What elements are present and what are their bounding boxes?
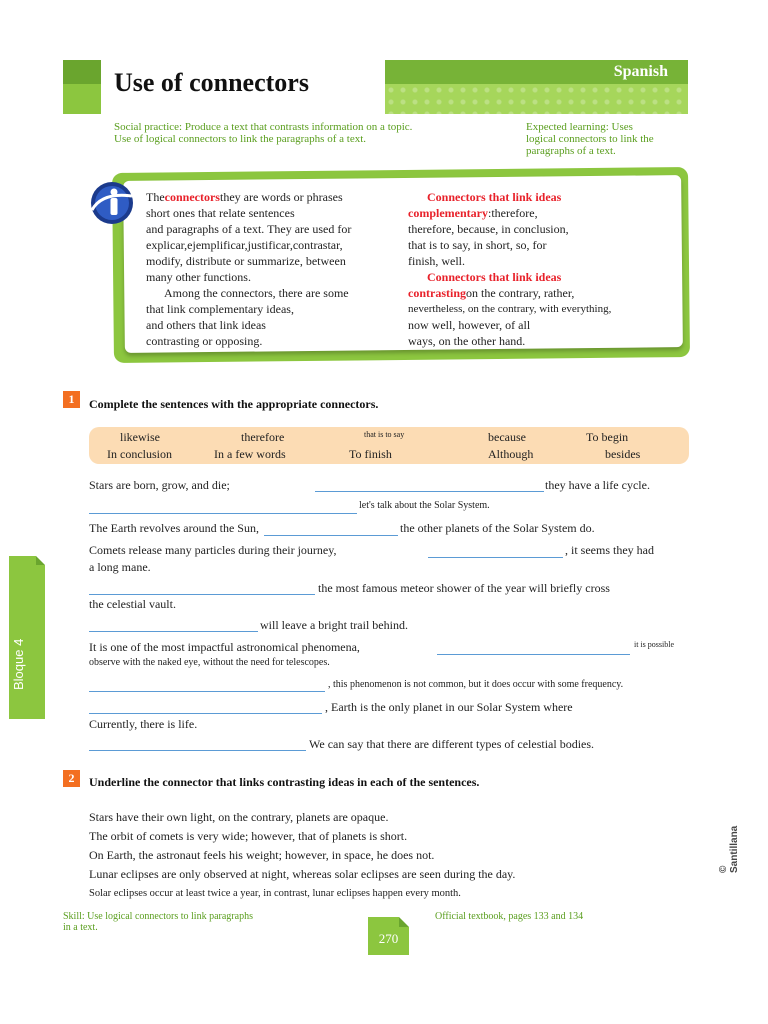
- word-bank-item: To begin: [586, 430, 629, 444]
- info-text: and others that link ideas: [146, 318, 266, 332]
- sentence-text: Stars are born, grow, and die;: [89, 478, 230, 492]
- sentence-text: they have a life cycle.: [545, 478, 650, 492]
- footer-skill-line: in a text.: [63, 922, 98, 933]
- page-number: 270: [378, 931, 399, 946]
- contrast-sentence[interactable]: On Earth, the astronaut feels his weight; however, in space, he does not.: [89, 848, 435, 862]
- sentence-text: the celestial vault.: [89, 597, 176, 611]
- sentence-text: , Earth is the only planet in our Solar System where: [325, 700, 573, 714]
- info-text: short ones that relate sentences: [146, 206, 295, 220]
- sentence-text: Comets release many particles during their journey,: [89, 543, 337, 557]
- social-practice-line: Use of logical connectors to link the paragraphs of a text.: [114, 133, 367, 145]
- exercise-instruction: Complete the sentences with the appropriate connectors.: [89, 397, 379, 411]
- header-subject-block: [385, 60, 688, 114]
- contrast-sentence[interactable]: Solar eclipses occur at least twice a year, in contrast, lunar eclipses happen every month.: [89, 888, 461, 899]
- answer-blank[interactable]: [315, 491, 544, 492]
- info-icon: [88, 180, 136, 226]
- info-text: nevertheless, on the contrary, with everything,: [408, 303, 612, 315]
- info-text: :therefore,: [487, 206, 538, 220]
- social-practice-line: Social practice: Produce a text that contrasts information on a topic.: [114, 121, 413, 133]
- info-text: finish, well.: [408, 254, 465, 268]
- sentence-text: We can say that there are different types of celestial bodies.: [309, 737, 595, 751]
- info-text: that link complementary ideas,: [146, 302, 294, 316]
- info-text: explicar,ejemplificar,justificar,contrastar,: [146, 238, 343, 252]
- exercise-number-badge: 1: [63, 391, 80, 408]
- sentence-text: will leave a bright trail behind.: [260, 618, 408, 632]
- sentence-text: the most famous meteor shower of the year will briefly cross: [318, 581, 610, 595]
- footer-skill: [63, 911, 253, 933]
- word-bank-item: besides: [605, 447, 641, 461]
- contrasting-heading: contrasting: [408, 286, 466, 300]
- info-text: on the contrary, rather,: [466, 286, 575, 300]
- info-text: Among the connectors, there are some: [164, 286, 349, 300]
- sentence-text: observe with the naked eye, without the need for telescopes.: [89, 657, 330, 668]
- info-text: ways, on the other hand.: [408, 334, 526, 348]
- info-text: The: [146, 190, 165, 204]
- info-text: and paragraphs of a text. They are used for: [146, 222, 352, 236]
- info-text: therefore, because, in conclusion,: [408, 222, 569, 236]
- expected-learning-line: Expected learning: Uses: [526, 121, 633, 133]
- word-bank-item: therefore: [241, 430, 285, 444]
- answer-blank[interactable]: [89, 631, 258, 632]
- footer-textbook: Official textbook, pages 133 and 134: [435, 911, 584, 922]
- exercise-number-badge: 2: [63, 770, 80, 787]
- answer-blank[interactable]: [89, 750, 306, 751]
- sentence-text: it is possible: [634, 640, 675, 649]
- word-bank-item: because: [488, 430, 526, 444]
- contrasting-heading: Connectors that link ideas: [427, 270, 562, 284]
- answer-blank[interactable]: [428, 557, 563, 558]
- complementary-heading: complementary: [408, 206, 488, 220]
- header-left-block: [63, 60, 101, 114]
- word-bank-item: Although: [488, 447, 534, 461]
- expected-learning-line: paragraphs of a text.: [526, 145, 616, 157]
- info-text: that is to say, in short, so, for: [408, 238, 547, 252]
- footer-skill-line: Skill: Use logical connectors to link paragraphs: [63, 911, 253, 922]
- exercise-instruction: Underline the connector that links contrasting ideas in each of the sentences.: [89, 775, 480, 789]
- copyright-notice: © Santillana: [718, 825, 740, 873]
- expected-learning-line: logical connectors to link the: [526, 133, 654, 145]
- answer-blank[interactable]: [89, 594, 315, 595]
- word-bank-item: In conclusion: [107, 447, 172, 461]
- info-text: modify, distribute or summarize, between: [146, 254, 346, 268]
- answer-blank[interactable]: [437, 654, 630, 655]
- info-right-column: [408, 189, 611, 349]
- answer-blank[interactable]: [89, 691, 325, 692]
- contrast-sentence[interactable]: The orbit of comets is very wide; however, that of planets is short.: [89, 829, 408, 843]
- block-side-tab: [9, 556, 45, 719]
- sentence-text: the other planets of the Solar System do.: [400, 521, 595, 535]
- sentence-text: The Earth revolves around the Sun,: [89, 521, 259, 535]
- subject-label: Spanish: [613, 63, 668, 80]
- connectors-highlight: connectors: [164, 190, 220, 204]
- info-left-column: [146, 189, 351, 349]
- word-bank-item: In a few words: [214, 447, 286, 461]
- sentence-text: let's talk about the Solar System.: [359, 500, 490, 511]
- contrast-sentence[interactable]: Lunar eclipses are only observed at night, whereas solar eclipses are seen during the day.: [89, 867, 516, 881]
- page-title: Use of connectors: [114, 68, 309, 97]
- info-text: they are words or phrases: [219, 190, 343, 204]
- sentence-text: , this phenomenon is not common, but it does occur with some frequency.: [328, 679, 624, 690]
- sentence-text: a long mane.: [89, 560, 151, 574]
- info-text: now well, however, of all: [408, 318, 531, 332]
- page-number-box: [368, 917, 409, 955]
- complementary-heading: Connectors that link ideas: [427, 190, 562, 204]
- info-text: contrasting or opposing.: [146, 334, 263, 348]
- word-bank-item: that is to say: [364, 430, 405, 439]
- sentence-text: It is one of the most impactful astronomical phenomena,: [89, 640, 360, 654]
- social-practice: [114, 121, 412, 145]
- word-bank-item: likewise: [120, 430, 160, 444]
- answer-blank[interactable]: [89, 513, 357, 514]
- block-label: Bloque 4: [11, 638, 26, 690]
- info-text: many other functions.: [146, 270, 251, 284]
- sentence-text: Currently, there is life.: [89, 717, 198, 731]
- sentence-text: , it seems they had: [565, 543, 654, 557]
- word-bank-item: To finish: [349, 447, 392, 461]
- answer-blank[interactable]: [89, 713, 322, 714]
- expected-learning: [526, 121, 654, 157]
- answer-blank[interactable]: [264, 535, 398, 536]
- contrast-sentence[interactable]: Stars have their own light, on the contrary, planets are opaque.: [89, 810, 389, 824]
